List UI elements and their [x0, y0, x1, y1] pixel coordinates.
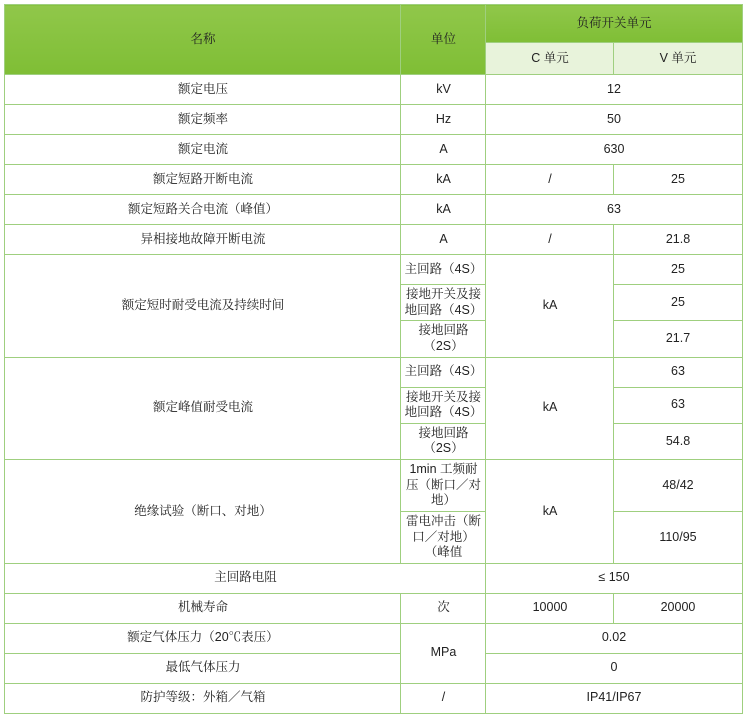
- table-row: [5, 460, 742, 512]
- table-row: [5, 683, 742, 713]
- header-col-v: V 单元: [614, 43, 742, 75]
- table-row: [5, 75, 742, 105]
- header-unit: 单位: [401, 5, 486, 75]
- sub-row-value: 48/42: [614, 460, 742, 512]
- row-unit: A: [401, 225, 486, 255]
- specification-table: [4, 4, 742, 714]
- sub-row-name: 1min 工频耐压（断口／对地）: [401, 460, 486, 512]
- table-row: [5, 255, 742, 285]
- row-value-c: /: [486, 165, 614, 195]
- header-name: 名称: [5, 5, 401, 75]
- row-name: 额定短路关合电流（峰值）: [5, 195, 401, 225]
- row-value-v: 20000: [614, 593, 742, 623]
- row-name: 机械寿命: [5, 593, 401, 623]
- sub-row-value: 63: [614, 387, 742, 423]
- group-unit: kA: [486, 460, 614, 564]
- sub-row-name: 接地回路（2S）: [401, 423, 486, 459]
- row-value-c: /: [486, 225, 614, 255]
- row-value: 0: [486, 653, 742, 683]
- group-unit: kA: [486, 357, 614, 460]
- table-row: [5, 165, 742, 195]
- row-unit: Hz: [401, 105, 486, 135]
- row-value-v: 21.8: [614, 225, 742, 255]
- row-name: 主回路电阻: [5, 563, 486, 593]
- table-row: [5, 563, 742, 593]
- sub-row-value: 110/95: [614, 511, 742, 563]
- group-name: 额定峰值耐受电流: [5, 357, 401, 460]
- row-name: 额定电流: [5, 135, 401, 165]
- table-row: [5, 623, 742, 653]
- table-header-row-main: [5, 5, 742, 43]
- row-unit: kV: [401, 75, 486, 105]
- table-row: [5, 357, 742, 387]
- row-value-v: 25: [614, 165, 742, 195]
- table-row: [5, 593, 742, 623]
- row-value: 630: [486, 135, 742, 165]
- row-name: 异相接地故障开断电流: [5, 225, 401, 255]
- sub-row-value: 54.8: [614, 423, 742, 459]
- row-value: 0.02: [486, 623, 742, 653]
- row-value: IP41/IP67: [486, 683, 742, 713]
- row-name: 额定短路开断电流: [5, 165, 401, 195]
- row-name: 额定电压: [5, 75, 401, 105]
- group-unit: kA: [486, 255, 614, 358]
- table-row: [5, 135, 742, 165]
- table-row: [5, 225, 742, 255]
- group-unit: MPa: [401, 623, 486, 683]
- sub-row-value: 21.7: [614, 321, 742, 357]
- header-group: 负荷开关单元: [486, 5, 742, 43]
- row-name: 防护等级：外箱／气箱: [5, 683, 401, 713]
- table-row: [5, 105, 742, 135]
- table-row: [5, 653, 742, 683]
- sub-row-name: 接地开关及接地回路（4S）: [401, 285, 486, 321]
- row-unit: /: [401, 683, 486, 713]
- row-unit: 次: [401, 593, 486, 623]
- sub-row-name: 主回路（4S）: [401, 357, 486, 387]
- sub-row-name: 主回路（4S）: [401, 255, 486, 285]
- group-name: 额定短时耐受电流及持续时间: [5, 255, 401, 358]
- group-name: 绝缘试验（断口、对地）: [5, 460, 401, 564]
- row-value: ≤ 150: [486, 563, 742, 593]
- header-col-c: C 单元: [486, 43, 614, 75]
- sub-row-value: 63: [614, 357, 742, 387]
- row-unit: A: [401, 135, 486, 165]
- row-value: 63: [486, 195, 742, 225]
- row-value: 12: [486, 75, 742, 105]
- sub-row-value: 25: [614, 285, 742, 321]
- table-row: [5, 195, 742, 225]
- row-value: 50: [486, 105, 742, 135]
- sub-row-name: 接地回路（2S）: [401, 321, 486, 357]
- row-value-c: 10000: [486, 593, 614, 623]
- row-name: 最低气体压力: [5, 653, 401, 683]
- row-unit: kA: [401, 195, 486, 225]
- row-name: 额定频率: [5, 105, 401, 135]
- sub-row-name: 雷电冲击（断口／对地）（峰值: [401, 511, 486, 563]
- row-unit: kA: [401, 165, 486, 195]
- spec-sheet: [0, 4, 747, 705]
- sub-row-name: 接地开关及接地回路（4S）: [401, 387, 486, 423]
- sub-row-value: 25: [614, 255, 742, 285]
- row-name: 额定气体压力（20℃表压）: [5, 623, 401, 653]
